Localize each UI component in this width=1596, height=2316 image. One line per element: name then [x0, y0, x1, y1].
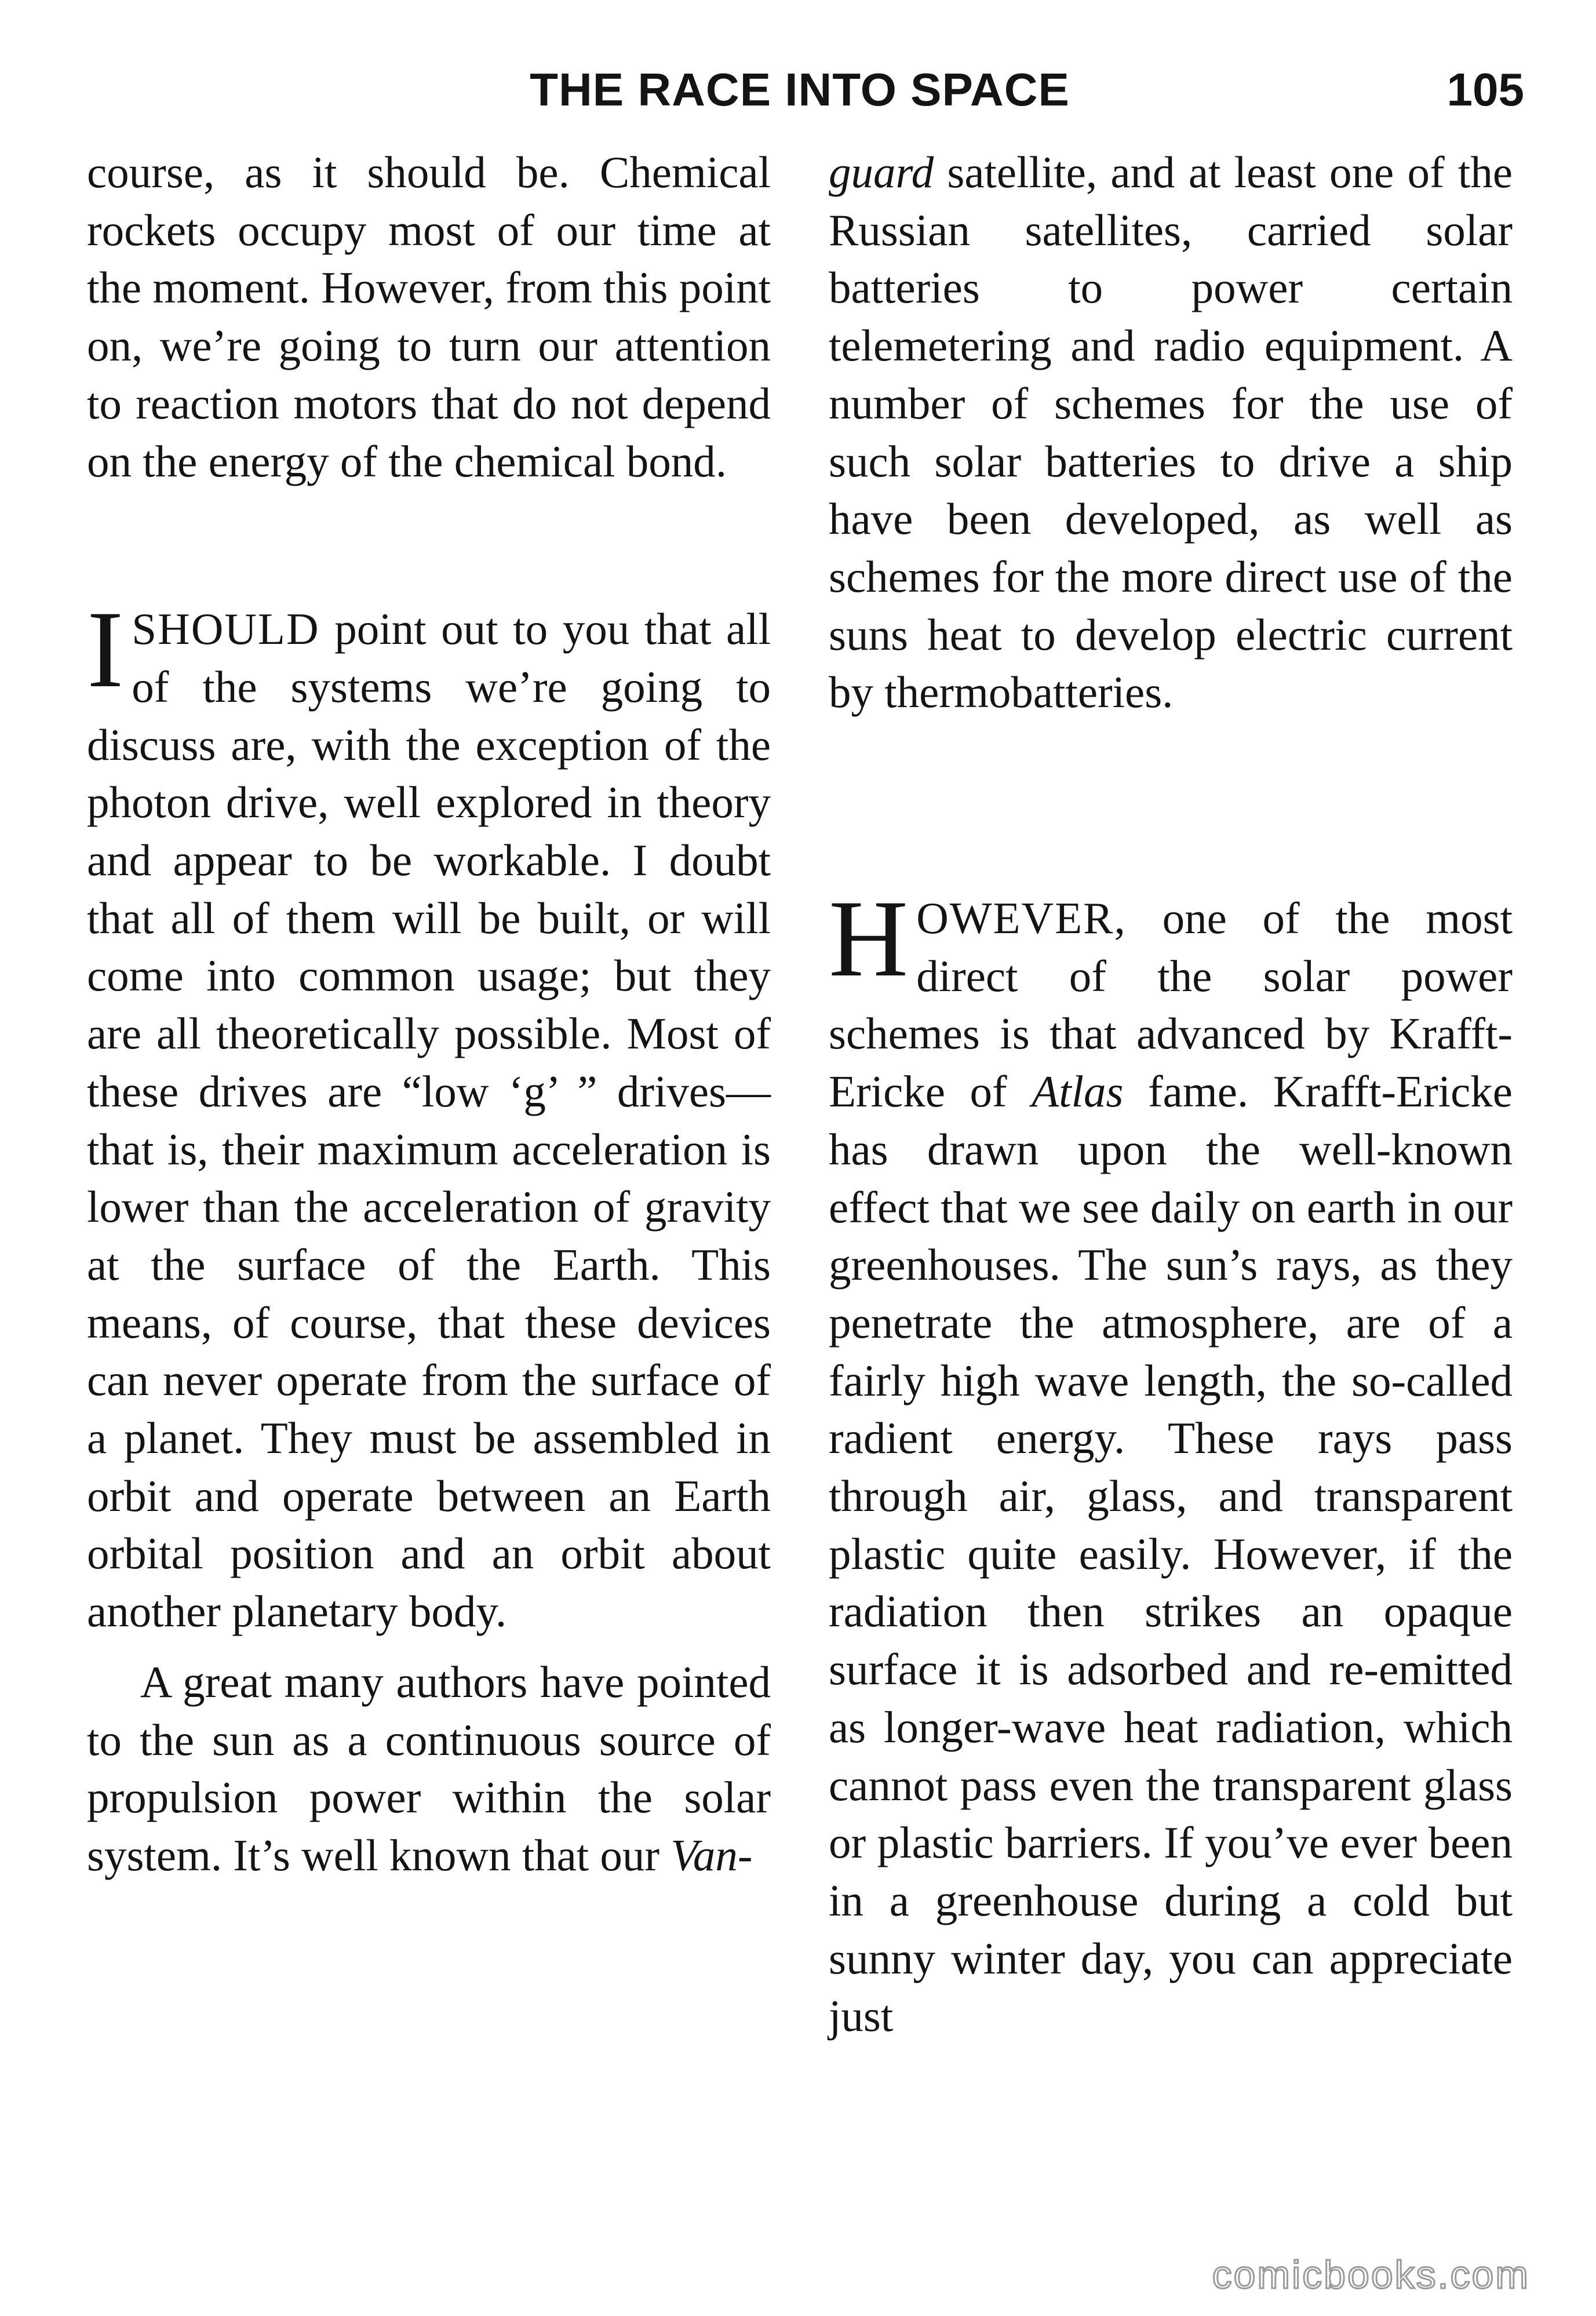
paragraph-solar-power: [87, 1654, 771, 1885]
lead-in-caps: SHOULD: [132, 604, 320, 654]
right-column: [829, 144, 1513, 2045]
watermark: comicbooks.com: [1212, 2253, 1530, 2297]
paragraph-body: one of the most direct of the solar power schemes is that advanced by Krafft-Ericke of: [829, 893, 1513, 1117]
running-head: THE RACE INTO SPACE: [530, 64, 1070, 115]
paragraph-body: A great many authors have pointed to the sun as a continuous source of propulsion power within the solar system. It’s well known that our: [87, 1656, 771, 1880]
section-break: [87, 490, 771, 600]
paragraph-solar-batteries: [829, 144, 1513, 722]
paragraph-body: satellite, and at least one of the Russian satellites, carried solar batteries to power certain telemetering and radio equipment. A number of schemes for the use of such solar batteries to drive a ship have been developed, as well as schemes for the more direct use of the suns heat to develop electric current by thermobatteries.: [829, 147, 1513, 718]
left-column: [87, 144, 771, 1885]
paragraph-body: fame. Krafft-Ericke has drawn upon the well-known effect that we see daily on earth in our greenhouses. The sun’s rays, as they penetrate the atmosphere, are of a fairly high wave length, the so-called radient energy. These rays pass through air, glass, and transparent plastic quite easily. However, if the radiation then strikes an opaque surface it is adsorbed and re-emitted as longer-wave heat radiation, which cannot pass even the transparent glass or plastic barriers. If you’ve ever been in a greenhouse during a cold but sunny winter day, you can appreciate just: [829, 1066, 1513, 2041]
paragraph-low-g-drives: [87, 589, 771, 1641]
italic-atlas: Atlas: [1032, 1066, 1124, 1117]
page-header: [0, 58, 1596, 122]
paragraph-krafft-ericke: [829, 878, 1513, 2045]
lead-in-caps: OWEVER,: [916, 893, 1127, 944]
italic-vanguard-start: Van-: [671, 1830, 753, 1880]
paragraph-chemical-rockets: course, as it should be. Chemical rockets occupy most of our time at the moment. However, from this point on, we’re going to turn our attention to reaction motors that do not depend on the energy of the chemical bond.: [87, 147, 771, 486]
paragraph-gap: [87, 1641, 771, 1654]
paragraph-body: point out to you that all of the systems we’re going to discuss are, with the exception of the photon drive, well explored in theory and appear to be workable. I doubt that all of them will be built, or will come into common usage; but they are all theoretically possible. Most of these drives are “low ‘g’ ” drives—that is, their maximum acceleration is lower than the acceleration of gravity at the surface of the Earth. This means, of course, that these devices can never operate from the surface of a planet. They must be assembled in orbit and operate between an Earth orbital position and an orbit about another planetary body.: [87, 604, 771, 1637]
page-number: 105: [1446, 64, 1524, 115]
drop-cap-i: I: [87, 589, 124, 711]
italic-vanguard-end: guard: [829, 147, 934, 197]
section-break: [829, 722, 1513, 890]
drop-cap-h: H: [829, 878, 909, 1000]
